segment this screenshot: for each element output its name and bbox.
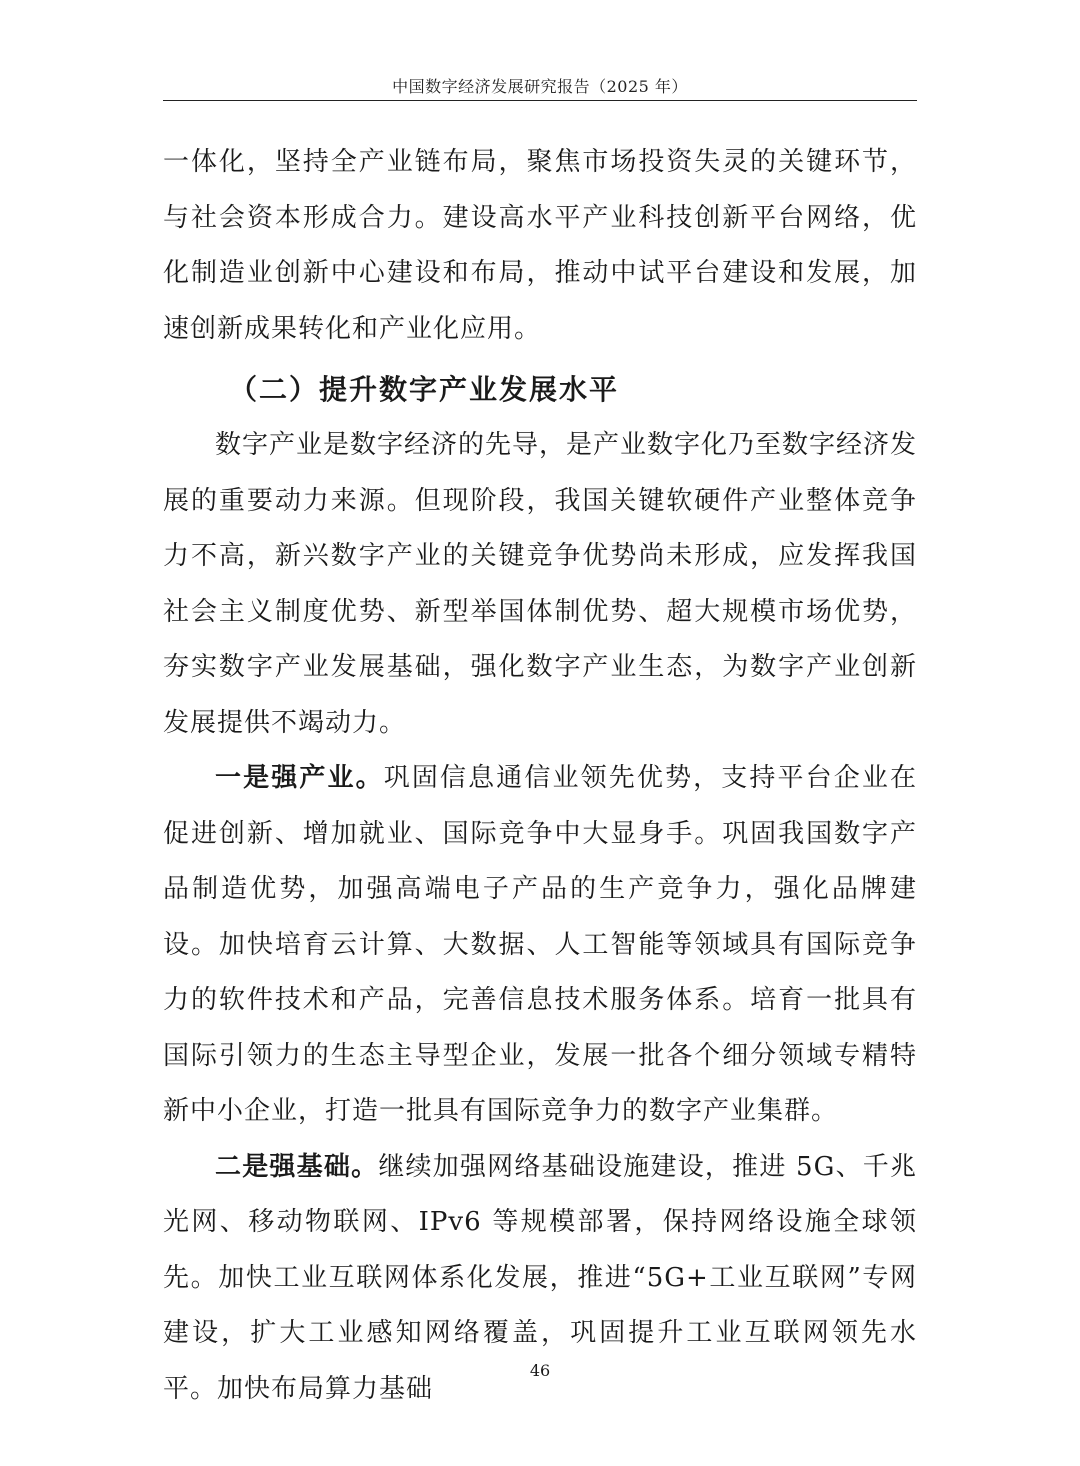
point-lead: 一是强产业。	[215, 763, 384, 793]
point-lead: 二是强基础。	[215, 1151, 379, 1182]
point-body: 继续加强网络基础设施建设，推进 5G、千兆光网、移动物联网、IPv6 等规模部署，保持网络设施全球领先。加快工业互联网体系化发展，推进“5G+工业互联网”专网建设，扩大工业感知网络覆盖，巩固提升工业互联网领先水平。加快布局算力基础	[163, 1151, 917, 1404]
point-body: 巩固信息通信业领先优势，支持平台企业在促进创新、增加就业、国际竞争中大显身手。巩固我国数字产品制造优势，加强高端电子产品的生产竞争力，强化品牌建设。加快培育云计算、大数据、人工智能等领域具有国际竞争力的软件技术和产品，完善信息技术服务体系。培育一批具有国际引领力的生态主导型企业，发展一批各个细分领域专精特新中小企业，打造一批具有国际竞争力的数字产业集群。	[163, 763, 917, 1126]
running-header: 中国数字经济发展研究报告（2025 年）	[392, 77, 688, 96]
paragraph-strengthen-industry	[163, 751, 917, 1140]
page-number: 46	[529, 1361, 551, 1380]
header-divider	[163, 100, 917, 101]
section-heading: （二）提升数字产业发展水平	[229, 373, 620, 406]
body-text	[163, 135, 917, 1417]
paragraph-continued: 一体化，坚持全产业链布局，聚焦市场投资失灵的关键环节，与社会资本形成合力。建设高水平产业科技创新平台网络，优化制造业创新中心建设和布局，推动中试平台建设和发展，加速创新成果转化和产业化应用。	[163, 147, 917, 344]
paragraph-intro: 数字产业是数字经济的先导，是产业数字化乃至数字经济发展的重要动力来源。但现阶段，我国关键软硬件产业整体竞争力不高，新兴数字产业的关键竞争优势尚未形成，应发挥我国社会主义制度优势、新型举国体制优势、超大规模市场优势，夯实数字产业发展基础，强化数字产业生态，为数字产业创新发展提供不竭动力。	[163, 430, 918, 738]
